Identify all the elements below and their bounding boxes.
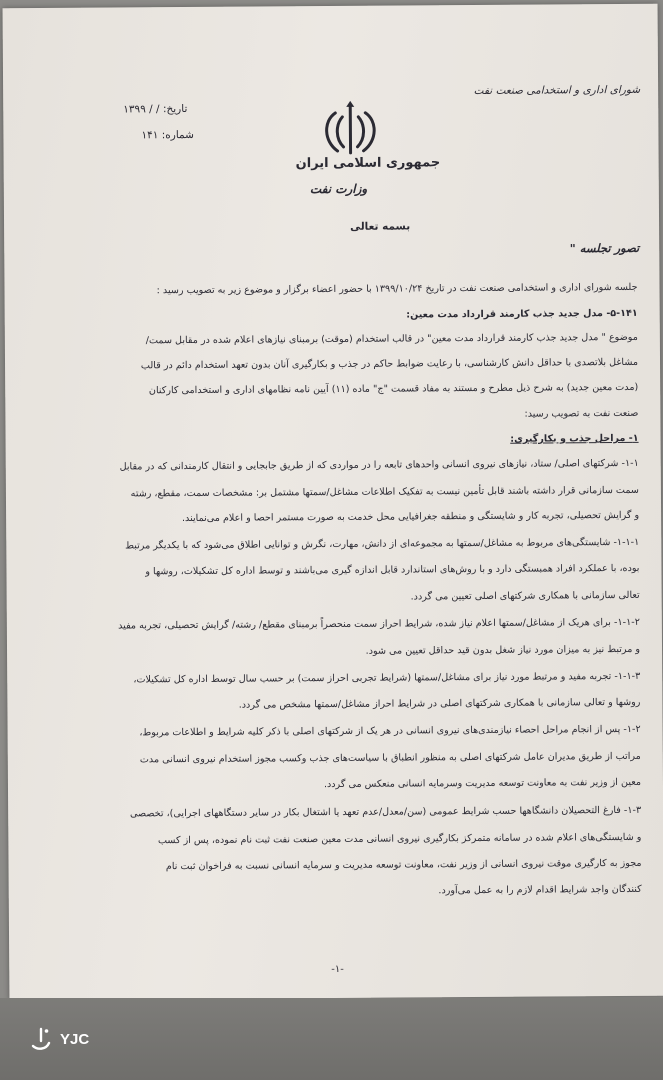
body-line: مجوز به کارگیری موقت نیروی انسانی از وزیر نفت، معاونت توسعه مدیریت و سرمایه انسانی نسبت به فراخوان ثبت نام <box>165 857 642 873</box>
number-field <box>141 129 194 141</box>
body-line: ۱-۳- فارغ التحصیلان دانشگاهها حسب شرایط عمومی (سن/معدل/عدم تعهد یا اشتغال بکار در سایر دستگاههای اجرایی)، تخصصی <box>129 804 642 820</box>
body-line: و شایستگی‌های اعلام شده در سامانه متمرکز بکارگیری نیروی انسانی مدت معین صنعت نفت ثبت نام نموده، پس از کسب <box>157 831 642 847</box>
body-line: ۱-۲- پس از انجام مراحل احصاء نیازمندی‌های نیروی انسانی در هر یک از شرکتهای اصلی با ذکر کلیه شرایط و اطلاعات مربوط، <box>139 723 641 739</box>
body-line: جلسه شورای اداری و استخدامی صنعت نفت در تاریخ ۱۳۹۹/۱۰/۲۴ با حضور اعضاء برگزار و موضوع زیر به تصویب رسید : <box>156 281 638 297</box>
body-line: روشها و تعالی سازمانی با همکاری شرکتهای اصلی در شرایط احراز مشاغل/سمتها مشخص می گردد. <box>238 696 641 711</box>
body-line: تعالی سازمانی با همکاری شرکتهای اصلی تعیین می گردد. <box>410 589 640 603</box>
body-line: ۱-۱-۲- برای هریک از مشاغل/سمتها اعلام نیاز شده، شرایط احراز سمت منحصراً برمبنای مقطع/ رشته/ گرایش تحصیلی، تجربه مفید <box>118 616 640 632</box>
date-field <box>123 103 187 115</box>
yjc-logo-icon <box>28 1026 54 1052</box>
date-label: تاریخ: <box>162 103 188 116</box>
section-heading: ۵-۱۴۱- مدل جدید جذب کارمند قرارداد مدت معین: <box>406 307 638 321</box>
number-value: ۱۴۱ <box>141 129 159 142</box>
document-page <box>3 4 663 1001</box>
number-label: شماره: <box>161 128 194 142</box>
page-number: -۱- <box>331 963 344 976</box>
yjc-brand-text: YJC <box>60 1030 90 1048</box>
body-line: و مرتبط نیز به میزان مورد نیاز شغل بدون قید حداقل تعیین می شود. <box>365 643 641 657</box>
org-name-line2: وزارت نفت <box>309 181 368 197</box>
body-line: ۱-۱-۳- تجربه مفید و مرتبط مورد نیاز برای مشاغل/سمتها (شرایط تجربی احراز سمت) بر حسب سال توسط اداره کل تشکیلات، <box>133 670 641 686</box>
body-line: مراتب از طریق مدیران عامل شرکتهای اصلی به منظور انطباق با سیاست‌های جذب وکسب مجوز استخدام نیروی انسانی مدت <box>139 750 641 766</box>
body-line: بوده، با عملکرد افراد همبستگی دارد و با روش‌های استاندارد قابل اندازه گیری می‌باشند و توسط اداره کل تشکیلات، روشها و <box>145 562 640 578</box>
background-surface <box>0 998 663 1080</box>
body-line: مشاغل بلاتصدی با حداقل دانش کارشناسی، با رعایت ضوابط حاکم در جذب و بکارگیری آنان بدون تعهد استخدام دائم در قالب <box>140 356 639 372</box>
yjc-watermark <box>28 1026 89 1052</box>
iran-emblem-icon <box>315 101 385 159</box>
body-line: کنندگان واجد شرایط اقدام لازم را به عمل می‌آورد. <box>438 883 642 897</box>
body-line: موضوع " مدل جدید جذب کارمند قرارداد مدت معین" در قالب استخدام (موقت) برمبنای نیازهای اعلام شده در مقابل سمت/ <box>145 331 638 347</box>
body-line: سمت سازمانی قرار داشته باشند قابل تأمین نیست به تفکیک اطلاعات مشاغل/سمتها مشتمل بر: مشخصات سمت، مقطع، رشته <box>130 484 639 500</box>
body-line: صنعت نفت به تصویب رسید: <box>524 407 639 420</box>
section-heading: ۱- مراحل جذب و بکارگیری: <box>510 432 639 445</box>
council-heading: شورای اداری و استخدامی صنعت نفت <box>473 83 641 98</box>
body-line: و گرایش تحصیلی، تجربه کار و شایستگی و منطقه جغرافیایی محل خدمت به صورت مستمر احصا و اعلام می‌نمایند. <box>181 509 640 525</box>
body-line: (مدت معین جدید) به شرح ذیل مطرح و مستند به مفاد قسمت "ج" ماده (۱۱) آیین نامه نظامهای اداری و استخدامی کارکنان <box>148 381 639 397</box>
minutes-title: تصور تجلسه " <box>569 240 640 256</box>
body-line: معین از وزیر نفت به معاونت توسعه مدیریت وسرمایه انسانی منعکس می گردد. <box>323 776 642 791</box>
bismillah: بسمه تعالی <box>350 220 411 233</box>
body-line: ۱-۱- شرکتهای اصلی/ ستاد، نیازهای نیروی انسانی واحدهای تابعه را در مواردی که از طریق جابجایی و انتقال کارمندانی که در مقابل <box>119 457 639 473</box>
org-name-line1: جمهوری اسلامی ایران <box>295 155 441 172</box>
date-value: / / ۱۳۹۹ <box>123 103 160 116</box>
body-line: ۱-۱-۱- شایستگی‌های مربوط به مشاغل/سمتها به مجموعه‌ای از دانش، مهارت، نگرش و توانایی اطلاق می‌شود که با یکدیگر مرتبط <box>125 536 640 552</box>
